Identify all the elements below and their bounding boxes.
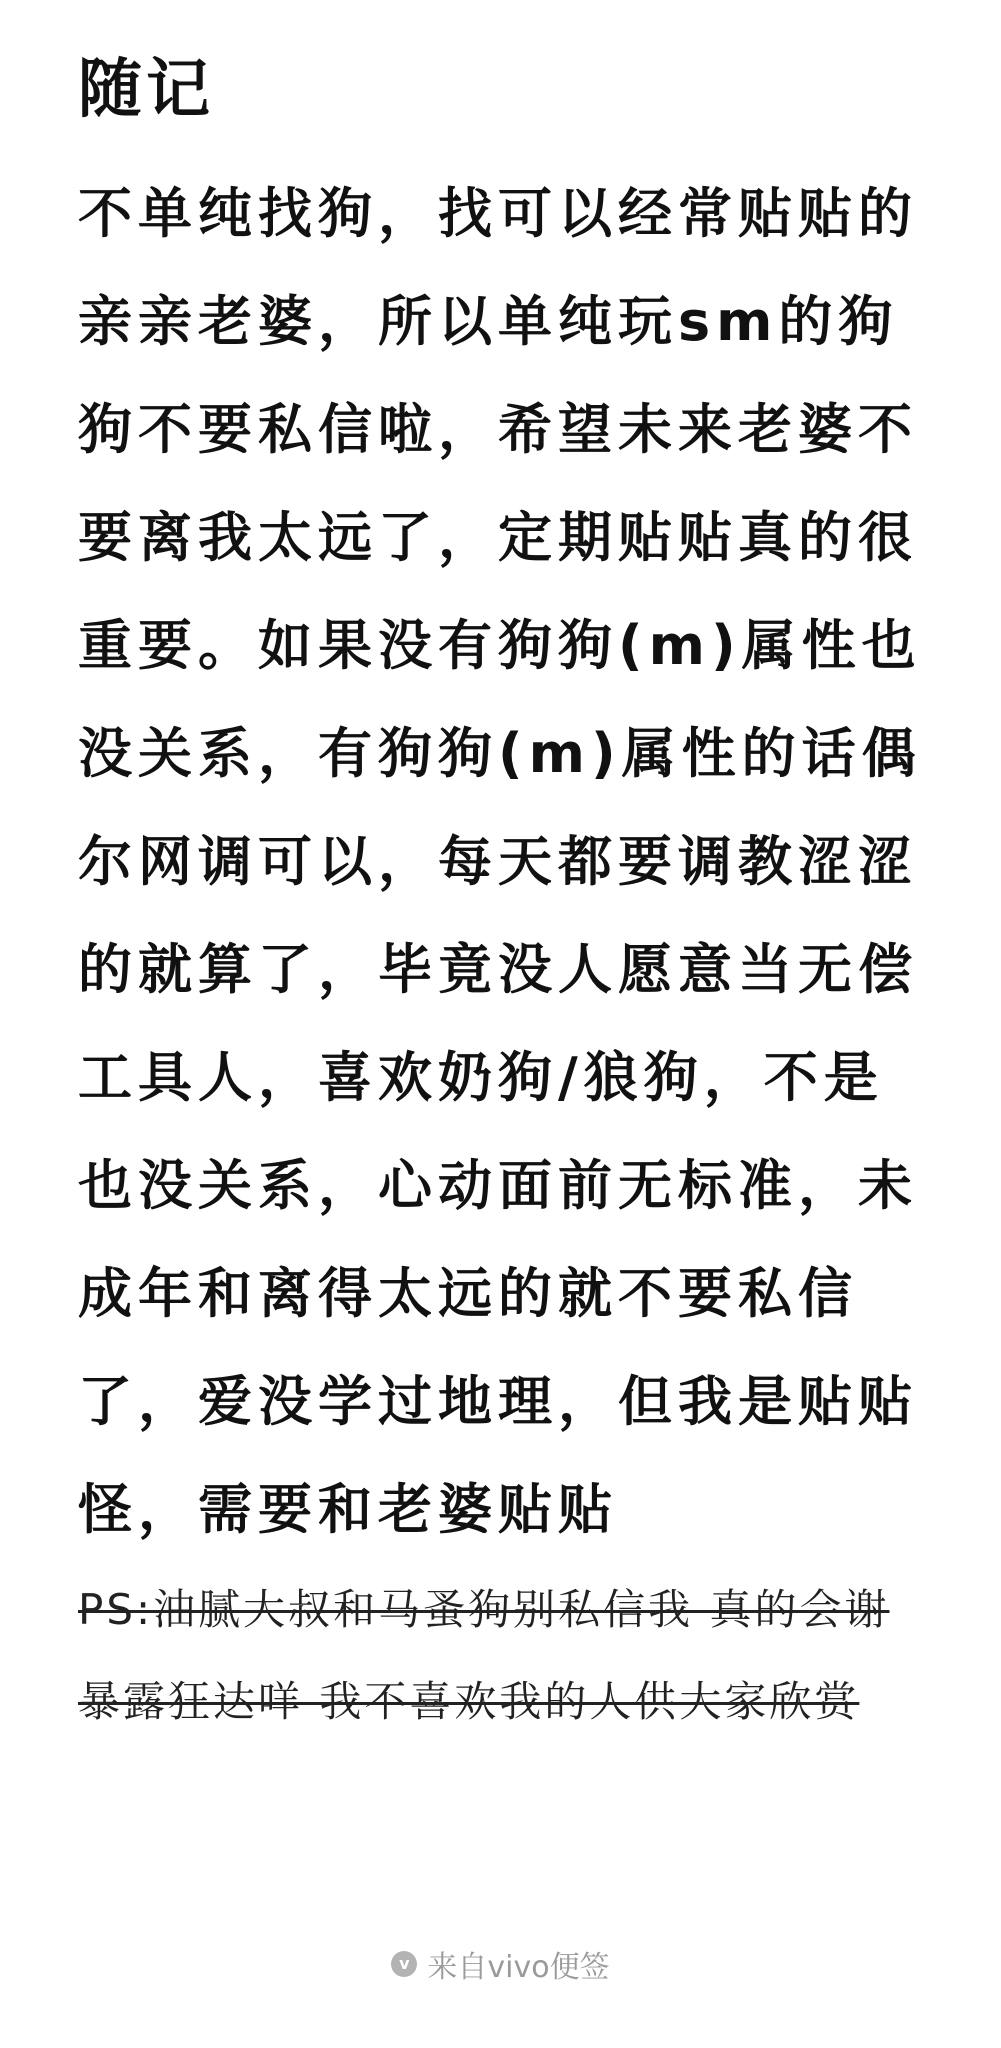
footer-source — [0, 1942, 1001, 1986]
note-content — [78, 40, 938, 1748]
vivo-logo-icon: v — [391, 1951, 417, 1977]
note-title: 随记 — [78, 53, 214, 127]
note-body-text: 不单纯找狗，找可以经常贴贴的亲亲老婆，所以单纯玩sm的狗狗不要私信啦，希望未来老婆不要离我太远了，定期贴贴真的很重要。如果没有狗狗(m)属性也没关系，有狗狗(m)属性的话偶尔网调可以，每天都要调教涩涩的就算了，毕竟没人愿意当无偿工具人，喜欢奶狗/狼狗，不是也没关系，心动面前无标准，未成年和离得太远的就不要私信了，爱没学过地理，但我是贴贴怪，需要和老婆贴贴 — [78, 182, 922, 1541]
footer-source-label: 来自vivo便签 — [427, 1950, 610, 1985]
note-ps-strikethrough-text: PS:油腻大叔和马蚤狗别私信我 真的会谢 暴露狂达咩 我不喜欢我的人供大家欣赏 — [78, 1585, 890, 1726]
